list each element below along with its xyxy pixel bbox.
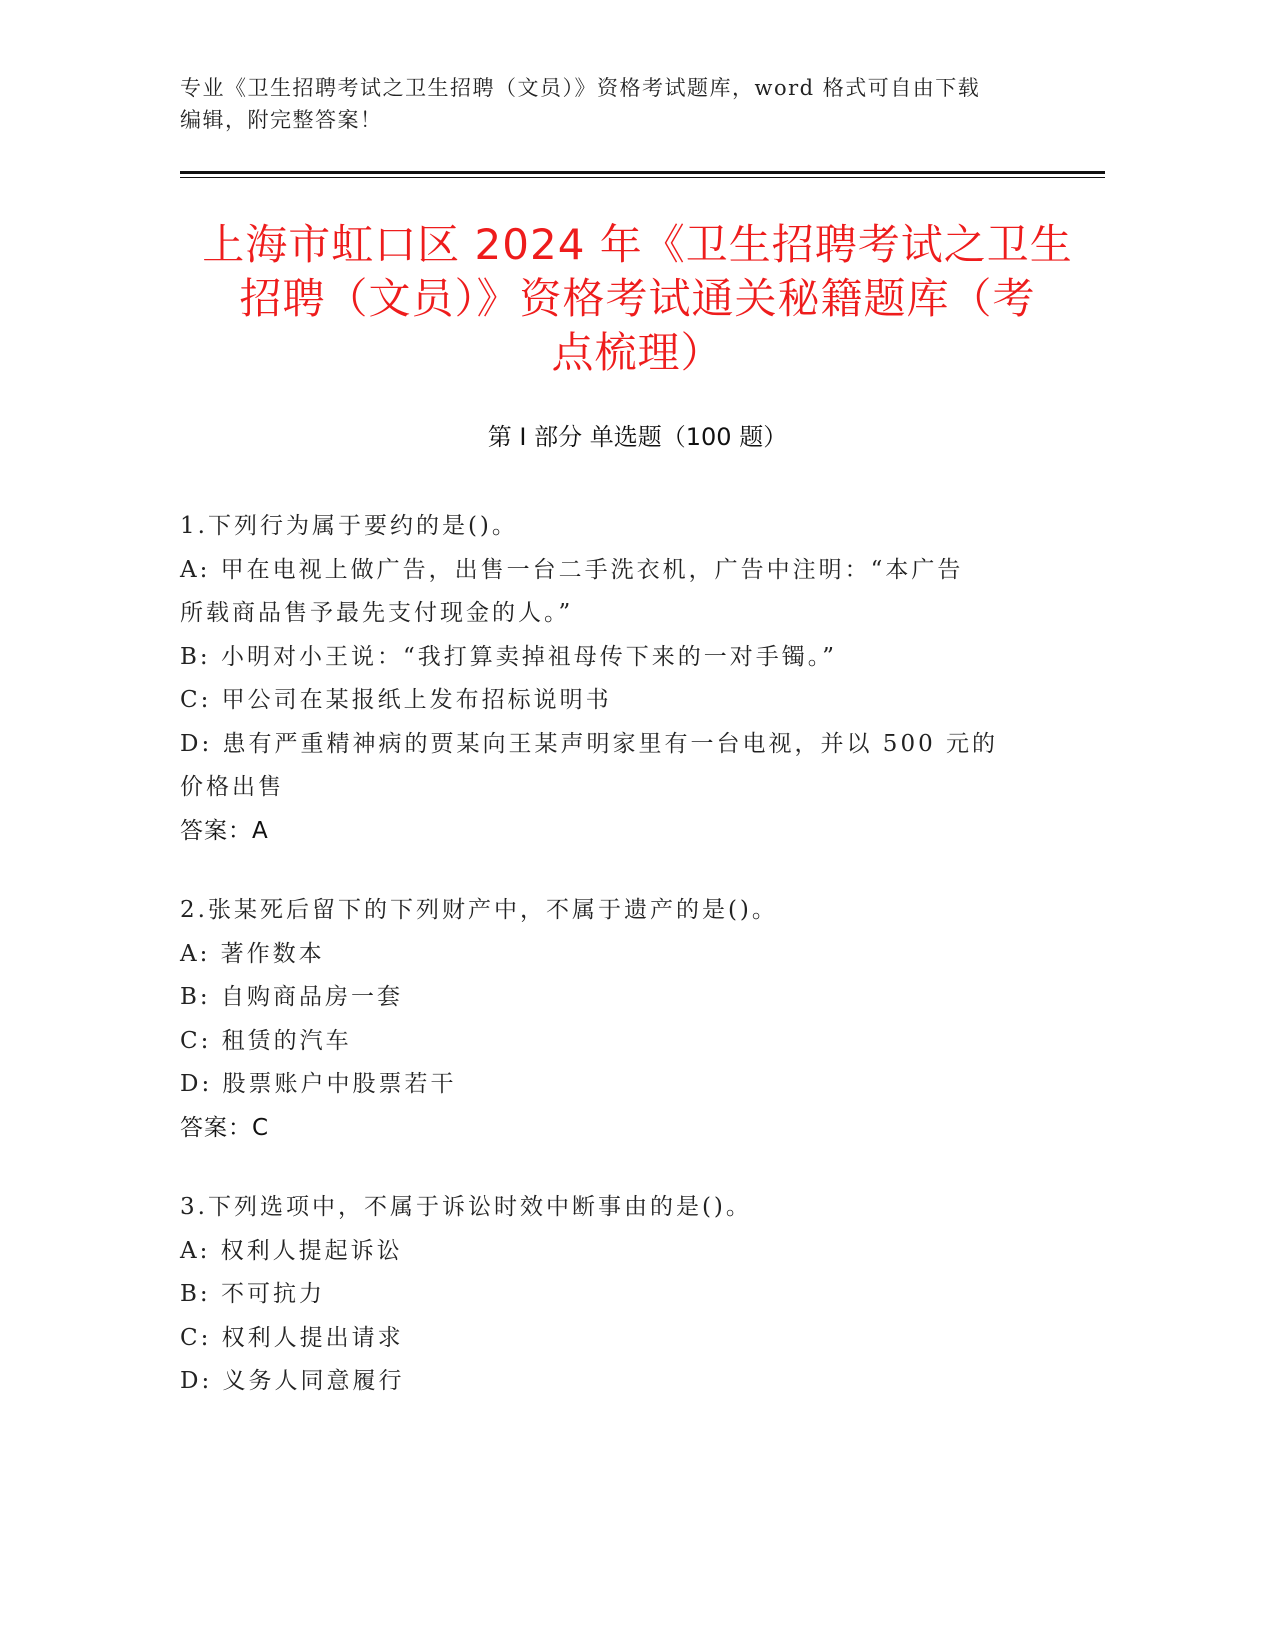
option-c: C: 权利人提出请求 [180,1324,404,1351]
header-note-line-1: 专业《卫生招聘考试之卫生招聘（文员）》资格考试题库，word 格式可自由下载 [180,76,981,100]
option-b: B: 自购商品房一套 [180,984,403,1010]
option-a-continued: 所载商品售予最先支付现金的人。” [180,600,574,626]
header-divider-thin [180,177,1105,178]
document-title [160,218,1115,380]
option-d: D: 义务人同意履行 [180,1368,405,1394]
option-a: A: 著作数本 [180,940,325,967]
option-b: B: 小明对小王说：“我打算卖掉祖母传下来的一对手镯。” [180,643,837,670]
option-b: B: 不可抗力 [180,1281,325,1307]
question-stem: 3.下列选项中，不属于诉讼时效中断事由的是()。 [180,1194,752,1220]
section-title: 第 I 部分 单选题（100 题） [487,423,788,451]
header-note-line-2: 编辑，附完整答案！ [180,108,383,132]
option-d: D: 股票账户中股票若干 [180,1071,457,1097]
header-note [180,72,1060,136]
option-c: C: 甲公司在某报纸上发布招标说明书 [180,687,612,713]
question-list [180,505,1080,1440]
header-divider-thick [180,171,1105,174]
question-stem: 1.下列行为属于要约的是()。 [180,513,518,539]
document-title-line-3: 点梳理） [551,328,724,377]
document-title-line-1: 上海市虹口区 2024 年《卫生招聘考试之卫生 [202,220,1073,269]
question-1 [180,505,1080,853]
option-a: A: 甲在电视上做广告，出售一台二手洗衣机，广告中注明：“本广告 [180,556,964,583]
question-2 [180,889,1080,1150]
question-stem: 2.张某死后留下的下列财产中，不属于遗产的是()。 [180,897,778,923]
option-a: A: 权利人提起诉讼 [180,1237,403,1264]
option-d-continued: 价格出售 [180,774,284,800]
answer: 答案：C [180,1114,270,1141]
option-c: C: 租赁的汽车 [180,1027,352,1054]
option-d: D: 患有严重精神病的贾某向王某声明家里有一台电视，并以 500 元的 [180,730,999,757]
answer: 答案：A [180,817,269,844]
document-title-line-2: 招聘（文员）》资格考试通关秘籍题库（考 [239,274,1036,323]
question-3 [180,1186,1080,1404]
